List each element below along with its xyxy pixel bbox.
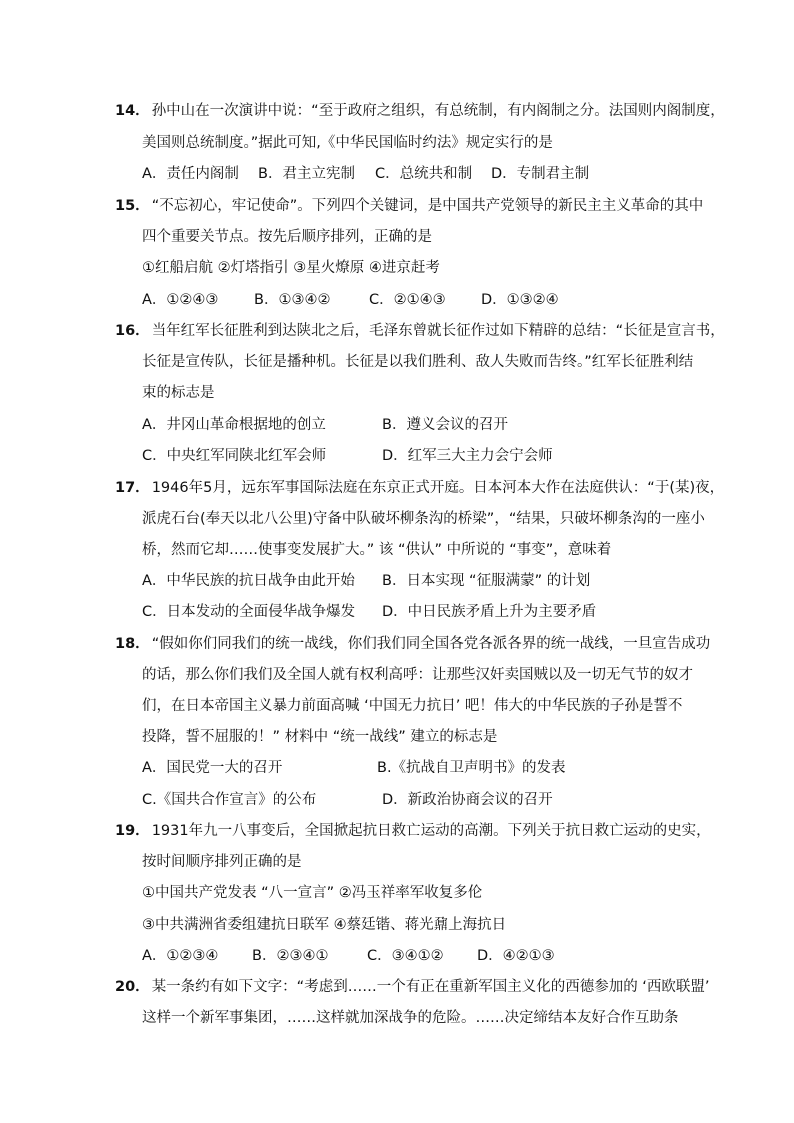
question-15-line-2: 四个重要关节点。按先后顺序排列，正确的是: [142, 229, 432, 245]
option-c: C．②①④③: [369, 292, 446, 308]
option-a: A．责任内阁制: [142, 166, 239, 182]
question-18-line-1: [115, 634, 710, 654]
option-d: D．红军三大主力会宁会师: [382, 448, 553, 464]
option-a: A．国民党一大的召开: [142, 760, 283, 776]
option-c: C．中央红军同陕北红军会师: [142, 448, 327, 464]
question-15-line-1: [115, 196, 703, 216]
question-text: 当年红军长征胜利到达陕北之后，毛泽东曾就长征作过如下精辟的总结：“长征是宣言书，: [151, 323, 725, 339]
question-19-line-2: 按时间顺序排列正确的是: [142, 854, 302, 870]
question-16-line-1: [115, 321, 725, 341]
option-a: A．中华民族的抗日战争由此开始: [142, 573, 355, 589]
question-17-line-3: 桥，然而它却……使事变发展扩大。” 该 “供认” 中所说的 “事变”，意味着: [142, 542, 612, 558]
question-number: 17．: [115, 480, 150, 496]
question-19-line-1: [115, 821, 711, 841]
question-16-line-3: 束的标志是: [142, 385, 215, 401]
question-number: 15．: [115, 198, 150, 214]
question-16-options-row-1: [142, 415, 508, 435]
question-18-options-row-2: [142, 790, 553, 810]
option-b: B．日本实现 “征服满蒙” 的计划: [382, 573, 591, 589]
question-18-line-3: 们，在日本帝国主义暴力前面高喊 ‘中国无力抗日’ 吧！伟大的中华民族的子孙是誓不: [142, 698, 683, 714]
question-number: 14．: [115, 103, 150, 119]
option-c: C．日本发动的全面侵华战争爆发: [142, 604, 356, 620]
option-c: C.《国共合作宣言》的公布: [142, 792, 317, 808]
question-18-line-4: 投降，誓不屈服的！” 材料中 “统一战线” 建立的标志是: [142, 729, 498, 745]
question-17-options-row-2: [142, 602, 596, 622]
option-d: D．中日民族矛盾上升为主要矛盾: [382, 604, 597, 620]
option-d: D．④②①③: [477, 948, 555, 964]
question-text: 孙中山在一次演讲中说：“至于政府之组织，有总统制，有内阁制之分。法国则内阁制度，: [151, 103, 725, 119]
question-number: 16．: [115, 323, 150, 339]
option-c: C．总统共和制: [375, 166, 473, 182]
option-d: D．①③②④: [481, 292, 559, 308]
option-a: A．井冈山革命根据地的创立: [142, 417, 326, 433]
question-text: “不忘初心，牢记使命”。下列四个关键词，是中国共产党领导的新民主主义革命的其中: [151, 198, 704, 214]
option-d: D．新政治协商会议的召开: [382, 792, 553, 808]
question-14-line-1: [115, 101, 725, 121]
question-19-options: [142, 946, 555, 966]
question-17-line-2: 派虎石台(奉天以北八公里)守备中队破坏柳条沟的桥梁”，“结果，只破坏柳条沟的一座小: [142, 511, 705, 527]
option-b: B．②③④①: [252, 948, 329, 964]
question-text: 1946年5月，远东军事国际法庭在东京正式开庭。日本河本大作在法庭供认：“于(某)夜，: [151, 480, 725, 496]
question-number: 18．: [115, 636, 150, 652]
option-b: B．君主立宪制: [258, 166, 355, 182]
question-text: 1931年九一八事变后，全国掀起抗日救亡运动的高潮。下列关于抗日救亡运动的史实，: [151, 823, 711, 839]
question-number: 19．: [115, 823, 150, 839]
question-20-line-2: 这样一个新军事集团，……这样就加深战争的危险。……决定缔结本友好合作互助条: [142, 1010, 679, 1026]
question-17-line-1: [115, 478, 724, 498]
question-19-line-3: ①中国共产党发表 “八一宣言” ②冯玉祥率军收复多伦: [142, 885, 483, 901]
option-a: A．①②③④: [142, 948, 219, 964]
option-a: A．①②④③: [142, 292, 219, 308]
question-18-line-2: 的话，那么你们我们及全国人就有权利高呼：让那些汉奸卖国贼以及一切无气节的奴才: [142, 667, 693, 683]
question-18-options-row-1: [142, 758, 566, 778]
question-16-options-row-2: [142, 446, 553, 466]
question-15-options: [142, 290, 559, 310]
option-b: B．遵义会议的召开: [382, 417, 508, 433]
question-14-options: [142, 164, 589, 184]
option-d: D．专制君主制: [491, 166, 590, 182]
question-14-line-2: 美国则总统制度。”据此可知,《中华民国临时约法》规定实行的是: [142, 135, 553, 151]
question-20-line-1: [115, 977, 710, 997]
option-c: C．③④①②: [367, 948, 444, 964]
question-15-line-3: ①红船启航 ②灯塔指引 ③星火燎原 ④进京赶考: [142, 260, 440, 276]
option-b: B.《抗战自卫声明书》的发表: [377, 760, 566, 776]
question-text: 某一条约有如下文字：“考虑到……一个有正在重新军国主义化的西德参加的 ‘西欧联盟’: [151, 979, 710, 995]
question-19-line-4: ③中共满洲省委组建抗日联军 ④蔡廷锴、蒋光鼐上海抗日: [142, 917, 507, 933]
option-b: B．①③④②: [254, 292, 331, 308]
question-number: 20．: [115, 979, 150, 995]
question-17-options-row-1: [142, 571, 590, 591]
question-16-line-2: 长征是宣传队，长征是播种机。长征是以我们胜利、敌人失败而告终。”红军长征胜利结: [142, 354, 694, 370]
question-text: “假如你们同我们的统一战线，你们我们同全国各党各派各界的统一战线，一旦宣告成功: [151, 636, 711, 652]
